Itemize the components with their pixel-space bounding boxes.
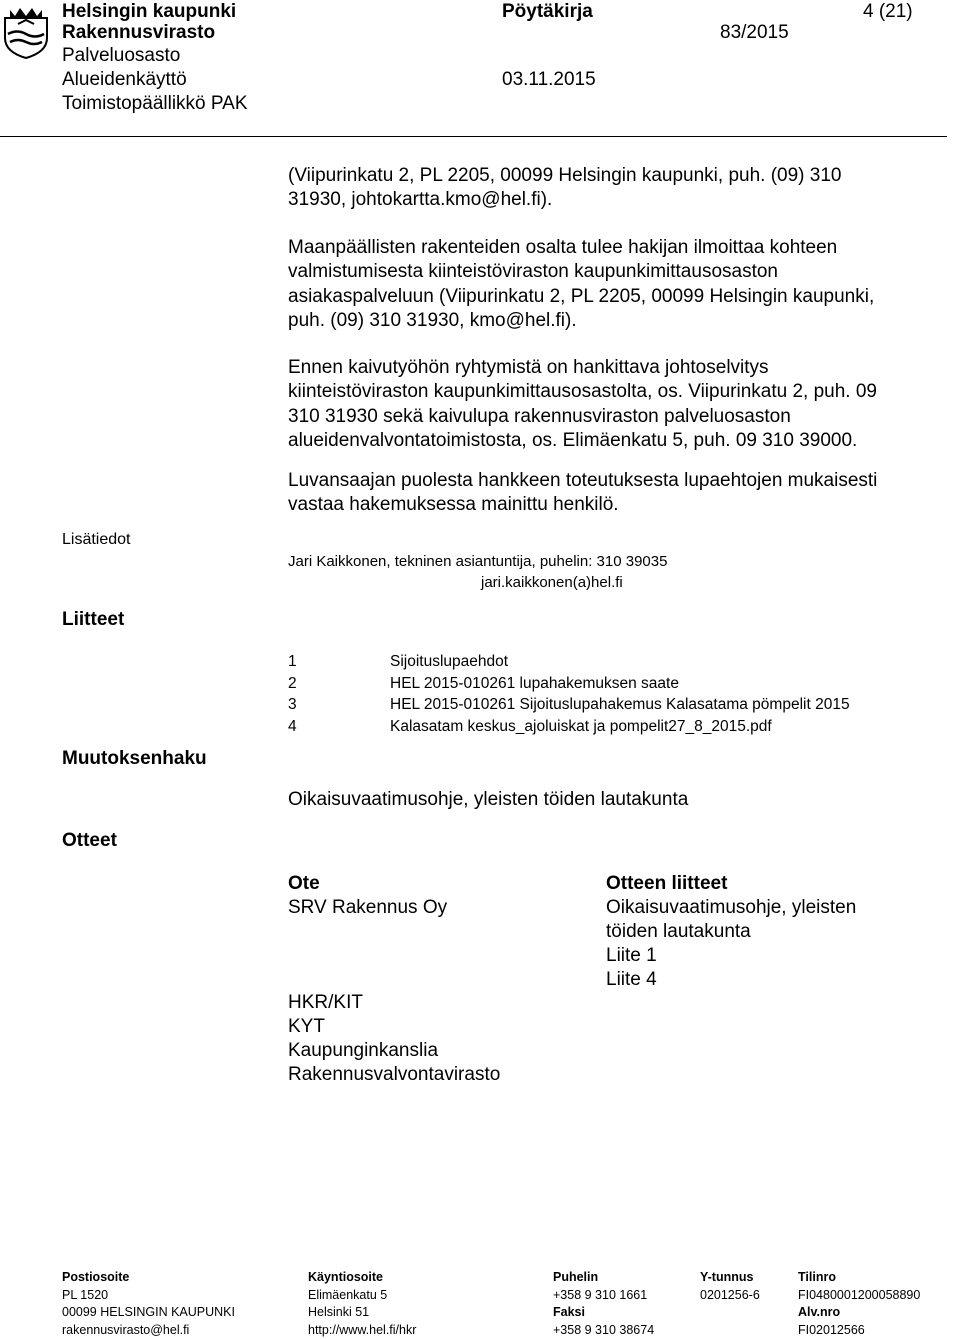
header-date: 03.11.2015: [502, 68, 596, 92]
header-city: Helsingin kaupunki: [62, 0, 236, 24]
attachment-number: 1: [288, 651, 390, 673]
header-document-number: 83/2015: [720, 21, 789, 45]
paragraph-line: asiakaspalveluun (Viipurinkatu 2, PL 2205, 00099 Helsingin kaupunki,: [288, 285, 874, 309]
footer-phone: [553, 1269, 654, 1339]
ote-recipient: KYT: [288, 1015, 500, 1039]
ote-attachments-heading: Otteen liitteet: [606, 872, 856, 896]
header-unit: Alueidenkäyttö: [62, 68, 187, 92]
footer-label: Käyntiosoite: [308, 1269, 416, 1287]
footer-value: Elimäenkatu 5: [308, 1287, 416, 1305]
list-item[interactable]: [288, 716, 850, 738]
ote-other-recipients: [288, 991, 500, 1087]
footer-value: Helsinki 51: [308, 1304, 416, 1322]
header-agency: Rakennusvirasto: [62, 21, 215, 45]
footer-account: [798, 1269, 920, 1339]
attachment-number: 3: [288, 694, 390, 716]
section-label-muutoksenhaku: Muutoksenhaku: [62, 748, 207, 770]
footer-value: FI0480001200058890: [798, 1287, 920, 1305]
ote-recipient: Rakennusvalvontavirasto: [288, 1063, 500, 1087]
attachment-title: HEL 2015-010261 lupahakemuksen saate: [390, 673, 679, 695]
ote-recipient: SRV Rakennus Oy: [288, 896, 447, 920]
footer-value: +358 9 310 38674: [553, 1322, 654, 1339]
header-doc-type: Pöytäkirja: [502, 0, 593, 24]
header-department: Palveluosasto: [62, 44, 180, 68]
footer-label: Postiosoite: [62, 1269, 235, 1287]
contact-email[interactable]: jari.kaikkonen(a)hel.fi: [481, 574, 623, 591]
footer-visiting-address: [308, 1269, 416, 1339]
section-label-lisatiedot: Lisätiedot: [62, 531, 131, 549]
list-item[interactable]: [288, 694, 850, 716]
ote-heading: Ote: [288, 872, 447, 896]
list-item[interactable]: [288, 673, 850, 695]
paragraph-johtoselvitys: [288, 356, 877, 453]
footer-business-id: [700, 1269, 760, 1304]
paragraph-line: puh. (09) 310 31930, kmo@hel.fi).: [288, 309, 874, 333]
paragraph-line: vastaa hakemuksessa mainittu henkilö.: [288, 493, 877, 517]
footer-label: Tilinro: [798, 1269, 920, 1287]
ote-attachment: Liite 4: [606, 968, 856, 992]
header-divider: [0, 136, 947, 137]
paragraph-vastuuhenkilo: [288, 469, 877, 518]
footer-value: 0201256-6: [700, 1287, 760, 1305]
paragraph-line: (Viipurinkatu 2, PL 2205, 00099 Helsingin kaupunki, puh. (09) 310: [288, 164, 842, 188]
paragraph-line: valmistumisesta kiinteistöviraston kaupunkimittausosaston: [288, 260, 874, 284]
ote-attachment: Oikaisuvaatimusohje, yleisten: [606, 896, 856, 920]
footer-website-link[interactable]: http://www.hel.fi/hkr: [308, 1322, 416, 1339]
attachment-number: 2: [288, 673, 390, 695]
section-label-otteet: Otteet: [62, 830, 117, 852]
helsinki-coat-of-arms-logo: [2, 4, 50, 60]
ote-attachment: Liite 1: [606, 944, 856, 968]
header-official: Toimistopäällikkö PAK: [62, 92, 248, 116]
paragraph-line: 31930, johtokartta.kmo@hel.fi).: [288, 188, 842, 212]
ote-attachments-column: [606, 872, 856, 992]
attachment-title: Kalasatam keskus_ajoluiskat ja pompelit27_8_2015.pdf: [390, 716, 772, 738]
ote-recipient: Kaupunginkanslia: [288, 1039, 500, 1063]
attachment-number: 4: [288, 716, 390, 738]
paragraph-johtokartta: [288, 164, 842, 213]
header-page-number: 4 (21): [863, 0, 913, 24]
footer-email-link[interactable]: rakennusvirasto@hel.fi: [62, 1322, 235, 1339]
list-item[interactable]: [288, 651, 850, 673]
paragraph-line: alueidenvalvontatoimistosta, os. Elimäenkatu 5, puh. 09 310 39000.: [288, 429, 877, 453]
paragraph-line: kiinteistöviraston kaupunkimittausosastolta, os. Viipurinkatu 2, puh. 09: [288, 380, 877, 404]
ote-attachment: töiden lautakunta: [606, 920, 856, 944]
footer-value: FI02012566: [798, 1322, 920, 1339]
contact-person: Jari Kaikkonen, tekninen asiantuntija, puhelin: 310 39035: [288, 553, 667, 570]
footer-label: Alv.nro: [798, 1304, 920, 1322]
footer-label: Puhelin: [553, 1269, 654, 1287]
footer-label: Y-tunnus: [700, 1269, 760, 1287]
footer-label: Faksi: [553, 1304, 654, 1322]
paragraph-valmistumisilmoitus: [288, 236, 874, 333]
attachment-title: Sijoituslupaehdot: [390, 651, 508, 673]
footer-value: 00099 HELSINGIN KAUPUNKI: [62, 1304, 235, 1322]
paragraph-line: 310 31930 sekä kaivulupa rakennusviraston palveluosaston: [288, 405, 877, 429]
ote-recipient: HKR/KIT: [288, 991, 500, 1015]
paragraph-line: Maanpäällisten rakenteiden osalta tulee hakijan ilmoittaa kohteen: [288, 236, 874, 260]
footer-value: PL 1520: [62, 1287, 235, 1305]
paragraph-line: Ennen kaivutyöhön ryhtymistä on hankittava johtoselvitys: [288, 356, 877, 380]
paragraph-line: Luvansaajan puolesta hankkeen toteutuksesta lupaehtojen mukaisesti: [288, 469, 877, 493]
section-label-liitteet: Liitteet: [62, 609, 124, 631]
footer-postal-address: [62, 1269, 235, 1339]
ote-recipients-column: [288, 872, 447, 920]
footer-value: +358 9 310 1661: [553, 1287, 654, 1305]
attachments-list: [288, 651, 850, 737]
appeal-instructions: Oikaisuvaatimusohje, yleisten töiden lautakunta: [288, 789, 688, 811]
attachment-title: HEL 2015-010261 Sijoituslupahakemus Kalasatama pömpelit 2015: [390, 694, 850, 716]
